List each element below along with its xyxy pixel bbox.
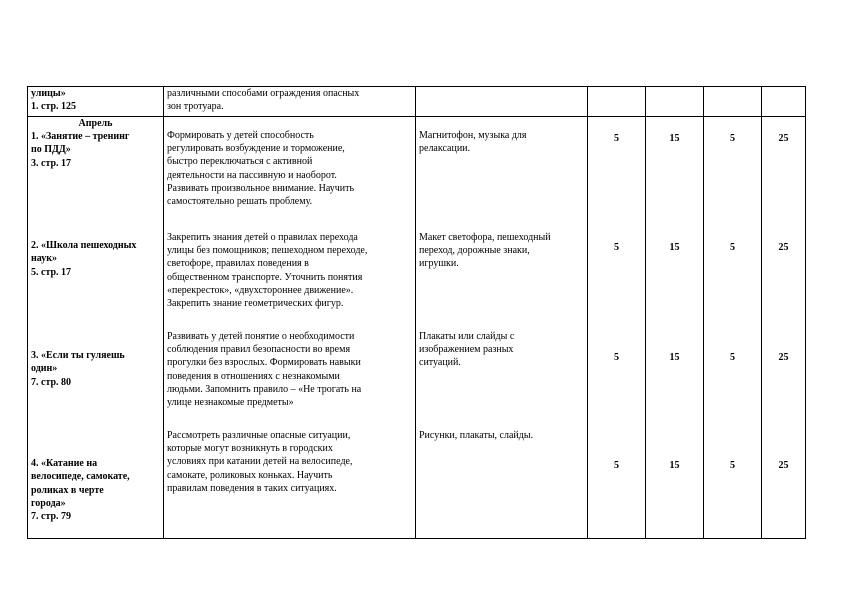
lesson-topic: [31, 457, 160, 523]
topic-line: 1. стр. 125: [31, 101, 77, 113]
lesson-material: [419, 231, 584, 330]
topic-line: 5. стр. 17: [31, 266, 72, 278]
lesson-plan-table: [27, 86, 806, 539]
value-cell: [704, 87, 762, 117]
value-cell: [646, 117, 704, 539]
lesson-value: [707, 351, 758, 459]
lesson-goal: [167, 429, 412, 495]
lesson-value: [649, 117, 700, 241]
topic-line: 4. «Катание на: [31, 458, 98, 470]
goal-cell: [164, 87, 416, 117]
lesson-value: [591, 117, 642, 241]
lesson-value: [765, 351, 802, 459]
goal-line: Формировать у детей способность: [167, 130, 314, 141]
material-line: изображением разных: [419, 344, 514, 356]
goal-line: Закрепить знания детей о правилах перехода: [167, 232, 358, 243]
lesson-value: [765, 117, 802, 241]
goal-line: правилам поведения в таких ситуациях.: [167, 482, 337, 494]
lesson-value: [707, 117, 758, 241]
topic-line: 1. «Занятие – тренинг: [31, 131, 130, 143]
value-text: 5: [730, 460, 735, 471]
lesson-value: [707, 459, 758, 472]
lesson-value: [591, 241, 642, 351]
material-line: ситуаций.: [419, 357, 461, 369]
value-text: 5: [614, 352, 619, 363]
value-cell: [762, 117, 806, 539]
value-text: 25: [778, 352, 789, 363]
lesson-value: [591, 351, 642, 459]
goal-line: самокате, роликовых коньках. Научить: [167, 469, 333, 481]
goal-line: «перекресток», «двухстороннее движение».: [167, 284, 354, 296]
value-text: 15: [669, 242, 680, 253]
lesson-topic: [31, 349, 160, 457]
value-text: 15: [669, 133, 680, 144]
lesson-value: [649, 241, 700, 351]
goal-line: Закрепить знание геометрических фигур.: [167, 297, 344, 309]
topic-line: один»: [31, 363, 58, 375]
value-cell: [704, 117, 762, 539]
topic-cell: [28, 117, 164, 539]
lesson-value: [649, 459, 700, 472]
lesson-topic: [31, 239, 160, 349]
goal-line: условиях при катании детей на велосипеде,: [167, 456, 353, 468]
material-line: Плакаты или слайды с: [419, 331, 515, 342]
goal-line: соблюдения правил безопасности во время: [167, 344, 351, 356]
material-cell: [416, 87, 588, 117]
table-row: [28, 117, 806, 539]
value-text: 5: [730, 242, 735, 253]
goal-line: Рассмотреть различные опасные ситуации,: [167, 430, 351, 441]
lesson-goal: [167, 117, 412, 231]
topic-line: 2. «Школа пешеходных: [31, 240, 137, 252]
value-text: 15: [669, 460, 680, 471]
value-cell: [762, 87, 806, 117]
value-text: 5: [614, 242, 619, 253]
value-text: 5: [730, 133, 735, 144]
goal-line: общественном транспорте. Уточнить понятия: [167, 271, 363, 283]
value-text: 25: [778, 133, 789, 144]
goal-line: поведения в отношениях с незнакомыми: [167, 370, 340, 382]
table-row: [28, 87, 806, 117]
goal-line: светофоре, правилах поведения в: [167, 258, 309, 270]
material-line: Магнитофон, музыка для: [419, 130, 527, 141]
goal-line: самостоятельно решать проблему.: [167, 195, 313, 207]
topic-line: роликах в черте: [31, 484, 104, 496]
material-line: Макет светофора, пешеходный: [419, 232, 551, 243]
goal-line: регулировать возбуждение и торможение,: [167, 143, 345, 155]
material-line: релаксации.: [419, 143, 471, 155]
goal-line: прогулки без взрослых. Формировать навыки: [167, 357, 361, 369]
lesson-value: [707, 241, 758, 351]
topic-line: наук»: [31, 253, 58, 265]
value-cell: [588, 117, 646, 539]
topic-line: 3. стр. 17: [31, 157, 72, 169]
topic-line: велосипеде, самокате,: [31, 471, 130, 483]
topic-cell: [28, 87, 164, 117]
material-line: игрушки.: [419, 258, 459, 270]
value-text: 5: [614, 460, 619, 471]
value-text: 5: [614, 133, 619, 144]
lesson-material: [419, 429, 584, 442]
material-cell: [416, 117, 588, 539]
value-text: 25: [778, 242, 789, 253]
goal-line: зон тротуара.: [167, 101, 224, 113]
value-cell: [588, 87, 646, 117]
value-cell: [646, 87, 704, 117]
goal-cell: [164, 117, 416, 539]
topic-line: города»: [31, 497, 66, 509]
lesson-topic: [31, 130, 160, 239]
goal-line: улице незнакомые предметы»: [167, 396, 294, 408]
topic-line: 7. стр. 79: [31, 510, 72, 522]
goal-line: быстро переключаться с активной: [167, 156, 313, 168]
value-text: 5: [730, 352, 735, 363]
lesson-goal: [167, 330, 412, 429]
material-line: Рисунки, плакаты, слайды.: [419, 430, 534, 441]
goal-line: Развивать произвольное внимание. Научить: [167, 182, 355, 194]
lesson-value: [591, 459, 642, 472]
lesson-value: [649, 351, 700, 459]
goal-line: деятельности на пассивную и наоборот.: [167, 169, 337, 181]
month-heading: Апрель: [78, 118, 113, 129]
goal-line: Развивать у детей понятие о необходимости: [167, 331, 355, 342]
goal-line: людьми. Запомнить правило – «Не трогать на: [167, 383, 362, 395]
lesson-goal: [167, 231, 412, 330]
topic-line: по ПДД»: [31, 144, 71, 156]
goal-line: которые могут возникнуть в городских: [167, 443, 333, 455]
lesson-material: [419, 330, 584, 429]
value-text: 15: [669, 352, 680, 363]
lesson-material: [419, 117, 584, 231]
goal-line: различными способами ограждения опасных: [167, 88, 360, 99]
lesson-value: [765, 241, 802, 351]
goal-line: улицы без помощников; пешеходном переходе,: [167, 245, 368, 257]
lesson-value: [765, 459, 802, 472]
topic-line: улицы»: [31, 88, 66, 99]
topic-line: 3. «Если ты гуляешь: [31, 350, 125, 362]
value-text: 25: [778, 460, 789, 471]
topic-line: 7. стр. 80: [31, 376, 72, 388]
material-line: переход, дорожные знаки,: [419, 245, 530, 257]
